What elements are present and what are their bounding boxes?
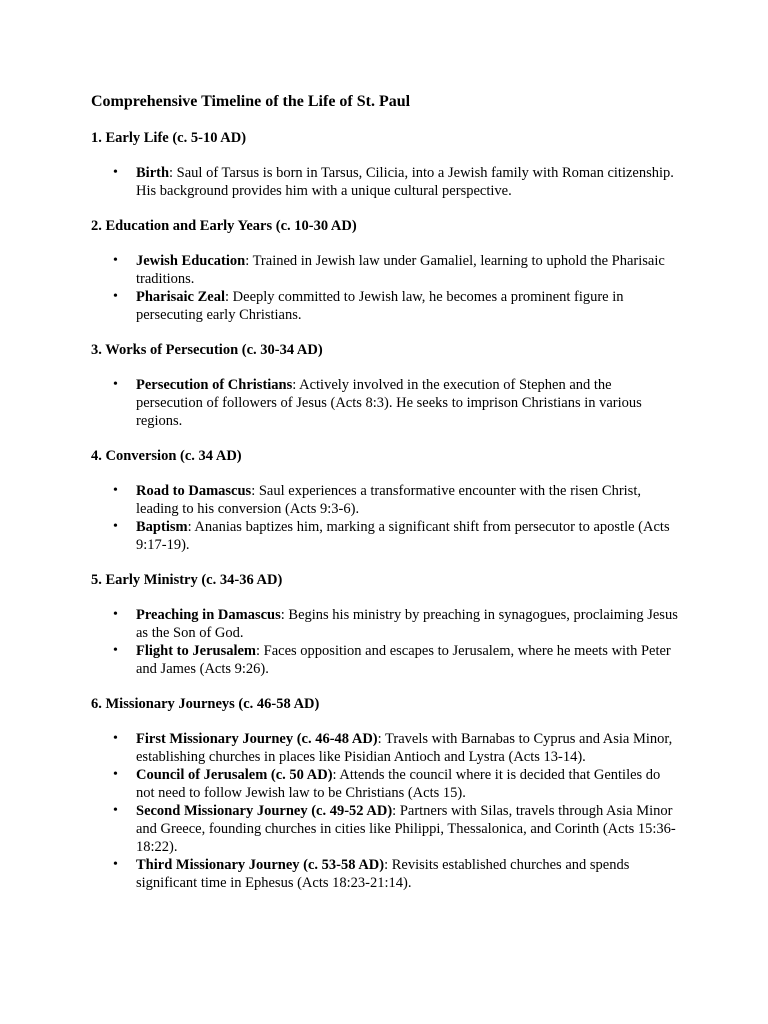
bullet-icon: • xyxy=(113,165,118,180)
bullet-icon: • xyxy=(113,519,118,534)
item-term: Third Missionary Journey (c. 53-58 AD) xyxy=(136,857,385,873)
item-text: : Begins his ministry by preaching in synagogues, proclaiming Jesus as the Son of God. xyxy=(136,607,678,641)
item-term: Road to Damascus xyxy=(136,483,252,499)
list-item xyxy=(91,606,681,642)
item-term: Birth xyxy=(136,165,170,181)
item-text: : Partners with Silas, travels through Asia Minor and Greece, founding churches in cities like Philippi, Thessalonica, and Corinth (Acts 15:36-18:22). xyxy=(136,803,676,855)
bullet-icon: • xyxy=(113,483,118,498)
list-item xyxy=(91,518,681,554)
bullet-icon: • xyxy=(113,289,118,304)
item-text: : Ananias baptizes him, marking a significant shift from persecutor to apostle (Acts 9:17-19). xyxy=(136,519,670,553)
section-heading: 1. Early Life (c. 5-10 AD) xyxy=(91,130,247,146)
item-text: : Saul of Tarsus is born in Tarsus, Cilicia, into a Jewish family with Roman citizenship. His background provides him with a unique cultural perspective. xyxy=(136,165,674,199)
section-education xyxy=(91,217,681,324)
item-term: Council of Jerusalem (c. 50 AD) xyxy=(136,767,333,783)
item-text: : Deeply committed to Jewish law, he becomes a prominent figure in persecuting early Christians. xyxy=(136,289,624,323)
item-text: : Saul experiences a transformative encounter with the risen Christ, leading to his conversion (Acts 9:3-6). xyxy=(136,483,641,517)
bullet-icon: • xyxy=(113,253,118,268)
item-term: Baptism xyxy=(136,519,188,535)
list-item xyxy=(91,642,681,678)
list-item xyxy=(91,482,681,518)
list-item xyxy=(91,856,681,892)
list-item xyxy=(91,730,681,766)
bullet-list xyxy=(91,252,681,324)
item-term: Pharisaic Zeal xyxy=(136,289,226,305)
bullet-list xyxy=(91,376,681,430)
section-heading: 5. Early Ministry (c. 34-36 AD) xyxy=(91,572,283,588)
bullet-icon: • xyxy=(113,377,118,392)
bullet-icon: • xyxy=(113,607,118,622)
section-heading: 4. Conversion (c. 34 AD) xyxy=(91,448,242,464)
item-term: Preaching in Damascus xyxy=(136,607,281,623)
section-heading: 2. Education and Early Years (c. 10-30 AD) xyxy=(91,218,357,234)
bullet-icon: • xyxy=(113,643,118,658)
list-item xyxy=(91,376,681,430)
list-item xyxy=(91,164,681,200)
item-text: : Faces opposition and escapes to Jerusalem, where he meets with Peter and James (Acts 9:26). xyxy=(136,643,671,677)
bullet-list xyxy=(91,730,681,892)
list-item xyxy=(91,802,681,856)
item-term: Persecution of Christians xyxy=(136,377,293,393)
bullet-icon: • xyxy=(113,857,118,872)
bullet-list xyxy=(91,606,681,678)
section-early-life xyxy=(91,129,681,200)
list-item xyxy=(91,288,681,324)
bullet-list xyxy=(91,164,681,200)
section-early-ministry xyxy=(91,571,681,678)
item-text: : Attends the council where it is decided that Gentiles do not need to follow Jewish law to be Christians (Acts 15). xyxy=(136,767,661,801)
document-page xyxy=(91,92,681,909)
list-item xyxy=(91,766,681,802)
section-heading: 3. Works of Persecution (c. 30-34 AD) xyxy=(91,342,323,358)
item-term: Second Missionary Journey (c. 49-52 AD) xyxy=(136,803,393,819)
item-text: : Travels with Barnabas to Cyprus and Asia Minor, establishing churches in places like Pisidian Antioch and Lystra (Acts 13-14). xyxy=(136,731,673,765)
item-text: : Actively involved in the execution of Stephen and the persecution of followers of Jesus (Acts 8:3). He seeks to imprison Christians in various regions. xyxy=(136,377,642,429)
item-text: : Revisits established churches and spends significant time in Ephesus (Acts 18:23-21:14). xyxy=(136,857,630,891)
bullet-icon: • xyxy=(113,731,118,746)
item-term: First Missionary Journey (c. 46-48 AD) xyxy=(136,731,378,747)
section-missionary-journeys xyxy=(91,695,681,892)
bullet-icon: • xyxy=(113,767,118,782)
list-item xyxy=(91,252,681,288)
document-title: Comprehensive Timeline of the Life of St. Paul xyxy=(91,93,411,110)
item-term: Flight to Jerusalem xyxy=(136,643,257,659)
section-persecution xyxy=(91,341,681,430)
item-term: Jewish Education xyxy=(136,253,246,269)
bullet-list xyxy=(91,482,681,554)
section-heading: 6. Missionary Journeys (c. 46-58 AD) xyxy=(91,696,320,712)
item-text: : Trained in Jewish law under Gamaliel, learning to uphold the Pharisaic traditions. xyxy=(136,253,665,287)
bullet-icon: • xyxy=(113,803,118,818)
section-conversion xyxy=(91,447,681,554)
